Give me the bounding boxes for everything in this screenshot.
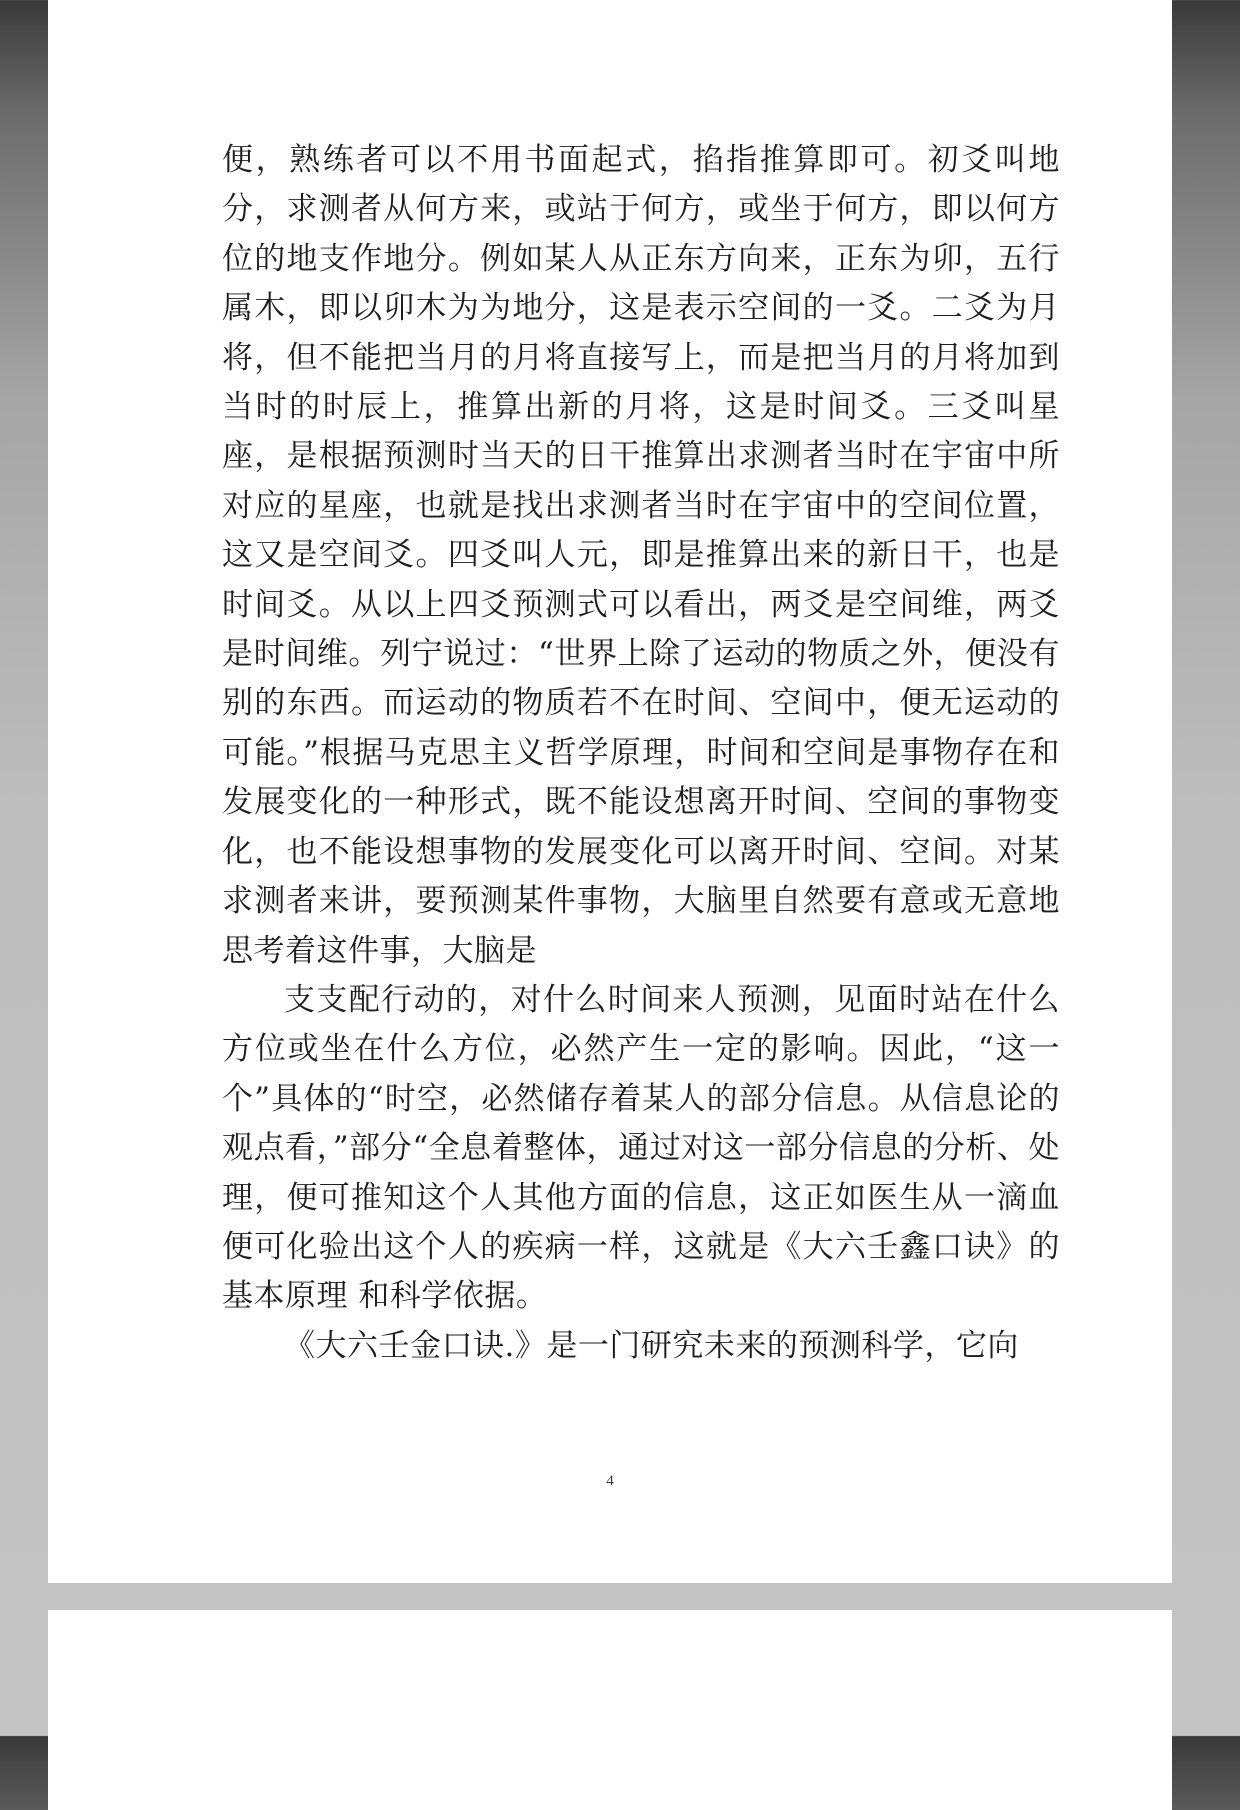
- paragraph-1: 便，熟练者可以不用书面起式，掐指推算即可。初爻叫地分，求测者从何方来，或站于何方，或坐于何方，即以何方位的地支作地分。例如某人从正东方向来，正东为卯，五行属木，即以卯木为为地分，这是表示空间的一爻。二爻为月将，但不能把当月的月将直接写上，而是把当月的月将加到当时的时辰上，推算出新的月将，这是时间爻。三爻叫星座，是根据预测时当天的日干推算出求测者当时在宇宙中所对应的星座，也就是找出求测者当时在宇宙中的空间位置，这又是空间爻。四爻叫人元，即是推算出来的新日干，也是时间爻。从以上四爻预测式可以看出，两爻是空间维，两爻是时间维。列宁说过：“世界上除了运动的物质之外，便没有别的东西。而运动的物质若不在时间、空间中，便无运动的可能。”根据马克思主义哲学原理，时间和空间是事物存在和发展变化的一种形式，既不能设想离开时间、空间的事物变化，也不能设想事物的发展变化可以离开时间、空间。对某求测者来讲，要预测某件事物，大脑里自然要有意或无意地思考着这件事，大脑是: [222, 142, 1060, 969]
- next-document-page: [48, 1610, 1172, 1810]
- document-page: [48, 0, 1172, 1583]
- page-body-text: [222, 136, 1060, 1371]
- page-number: 4: [606, 1473, 614, 1489]
- paragraph-3: 《大六壬金口诀.》是一门研究未来的预测科学，它向: [284, 1327, 1019, 1364]
- paragraph-2: 支支配行动的，对什么时间来人预测，见面时站在什么方位或坐在什么方位，必然产生一定的影响。因此，“这一个”具体的“时空，必然储存着某人的部分信息。从信息论的观点看，”部分“全息着整体，通过对这一部分信息的分析、处理，便可推知这个人其他方面的信息，这正如医生从一滴血便可化验出这个人的疾病一样，这就是《大六壬鑫口诀》的基本原理 和科学依据。: [222, 981, 1060, 1315]
